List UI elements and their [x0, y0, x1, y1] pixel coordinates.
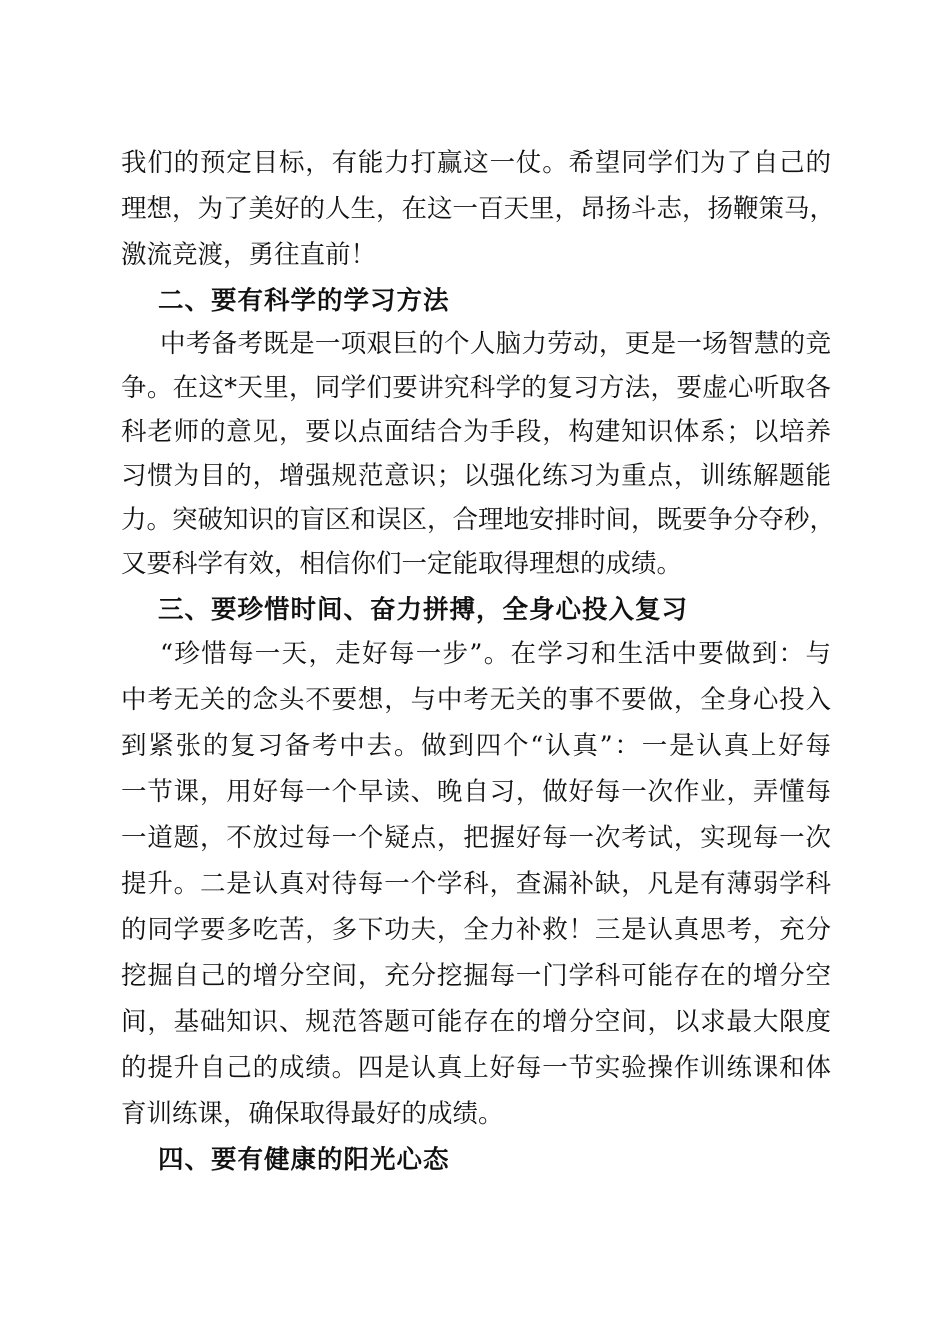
- paragraph-line: 一道题，不放过每一个疑点，把握好每一次考试，实现每一次: [121, 823, 831, 853]
- paragraph-line: 的提升自己的成绩。四是认真上好每一节实验操作训练课和体: [121, 1053, 831, 1083]
- paragraph-line: 我们的预定目标，有能力打赢这一仗。希望同学们为了自己的: [121, 148, 831, 178]
- paragraph-line: 理想，为了美好的人生，在这一百天里，昂扬斗志，扬鞭策马，: [121, 194, 836, 224]
- paragraph-line: 习惯为目的，增强规范意识；以强化练习为重点，训练解题能: [121, 461, 831, 491]
- paragraph-line: 力。突破知识的盲区和误区，合理地安排时间，既要争分夺秒，: [121, 505, 836, 535]
- paragraph-line: 育训练课，确保取得最好的成绩。: [121, 1099, 504, 1129]
- paragraph-line: 的同学要多吃苦，多下功夫，全力补救！三是认真思考，充分: [121, 915, 831, 945]
- paragraph-line: 争。在这*天里，同学们要讲究科学的复习方法，要虚心听取各: [121, 373, 831, 403]
- paragraph-line: 激流竞渡，勇往直前！: [121, 240, 377, 270]
- paragraph-line: 间，基础知识、规范答题可能存在的增分空间，以求最大限度: [121, 1007, 831, 1037]
- paragraph-line: 中考无关的念头不要想，与中考无关的事不要做，全身心投入: [121, 685, 831, 715]
- paragraph-line: 一节课，用好每一个早读、晚自习，做好每一次作业，弄懂每: [121, 777, 831, 807]
- section-heading-2: 二、要有科学的学习方法: [158, 286, 450, 316]
- paragraph-line: 中考备考既是一项艰巨的个人脑力劳动，更是一场智慧的竞: [160, 329, 831, 359]
- paragraph-line: 到紧张的复习备考中去。做到四个“认真”：一是认真上好每: [121, 731, 831, 761]
- paragraph-line: 挖掘自己的增分空间，充分挖掘每一门学科可能存在的增分空: [121, 961, 831, 991]
- section-heading-3: 三、要珍惜时间、奋力拼搏，全身心投入复习: [158, 595, 689, 625]
- paragraph-line: 科老师的意见，要以点面结合为手段，构建知识体系；以培养: [121, 417, 831, 447]
- paragraph-line: 提升。二是认真对待每一个学科，查漏补缺，凡是有薄弱学科: [121, 869, 831, 899]
- paragraph-line: “珍惜每一天，走好每一步”。在学习和生活中要做到：与: [160, 639, 831, 669]
- paragraph-line: 又要科学有效，相信你们一定能取得理想的成绩。: [121, 549, 683, 579]
- section-heading-4: 四、要有健康的阳光心态: [158, 1145, 450, 1175]
